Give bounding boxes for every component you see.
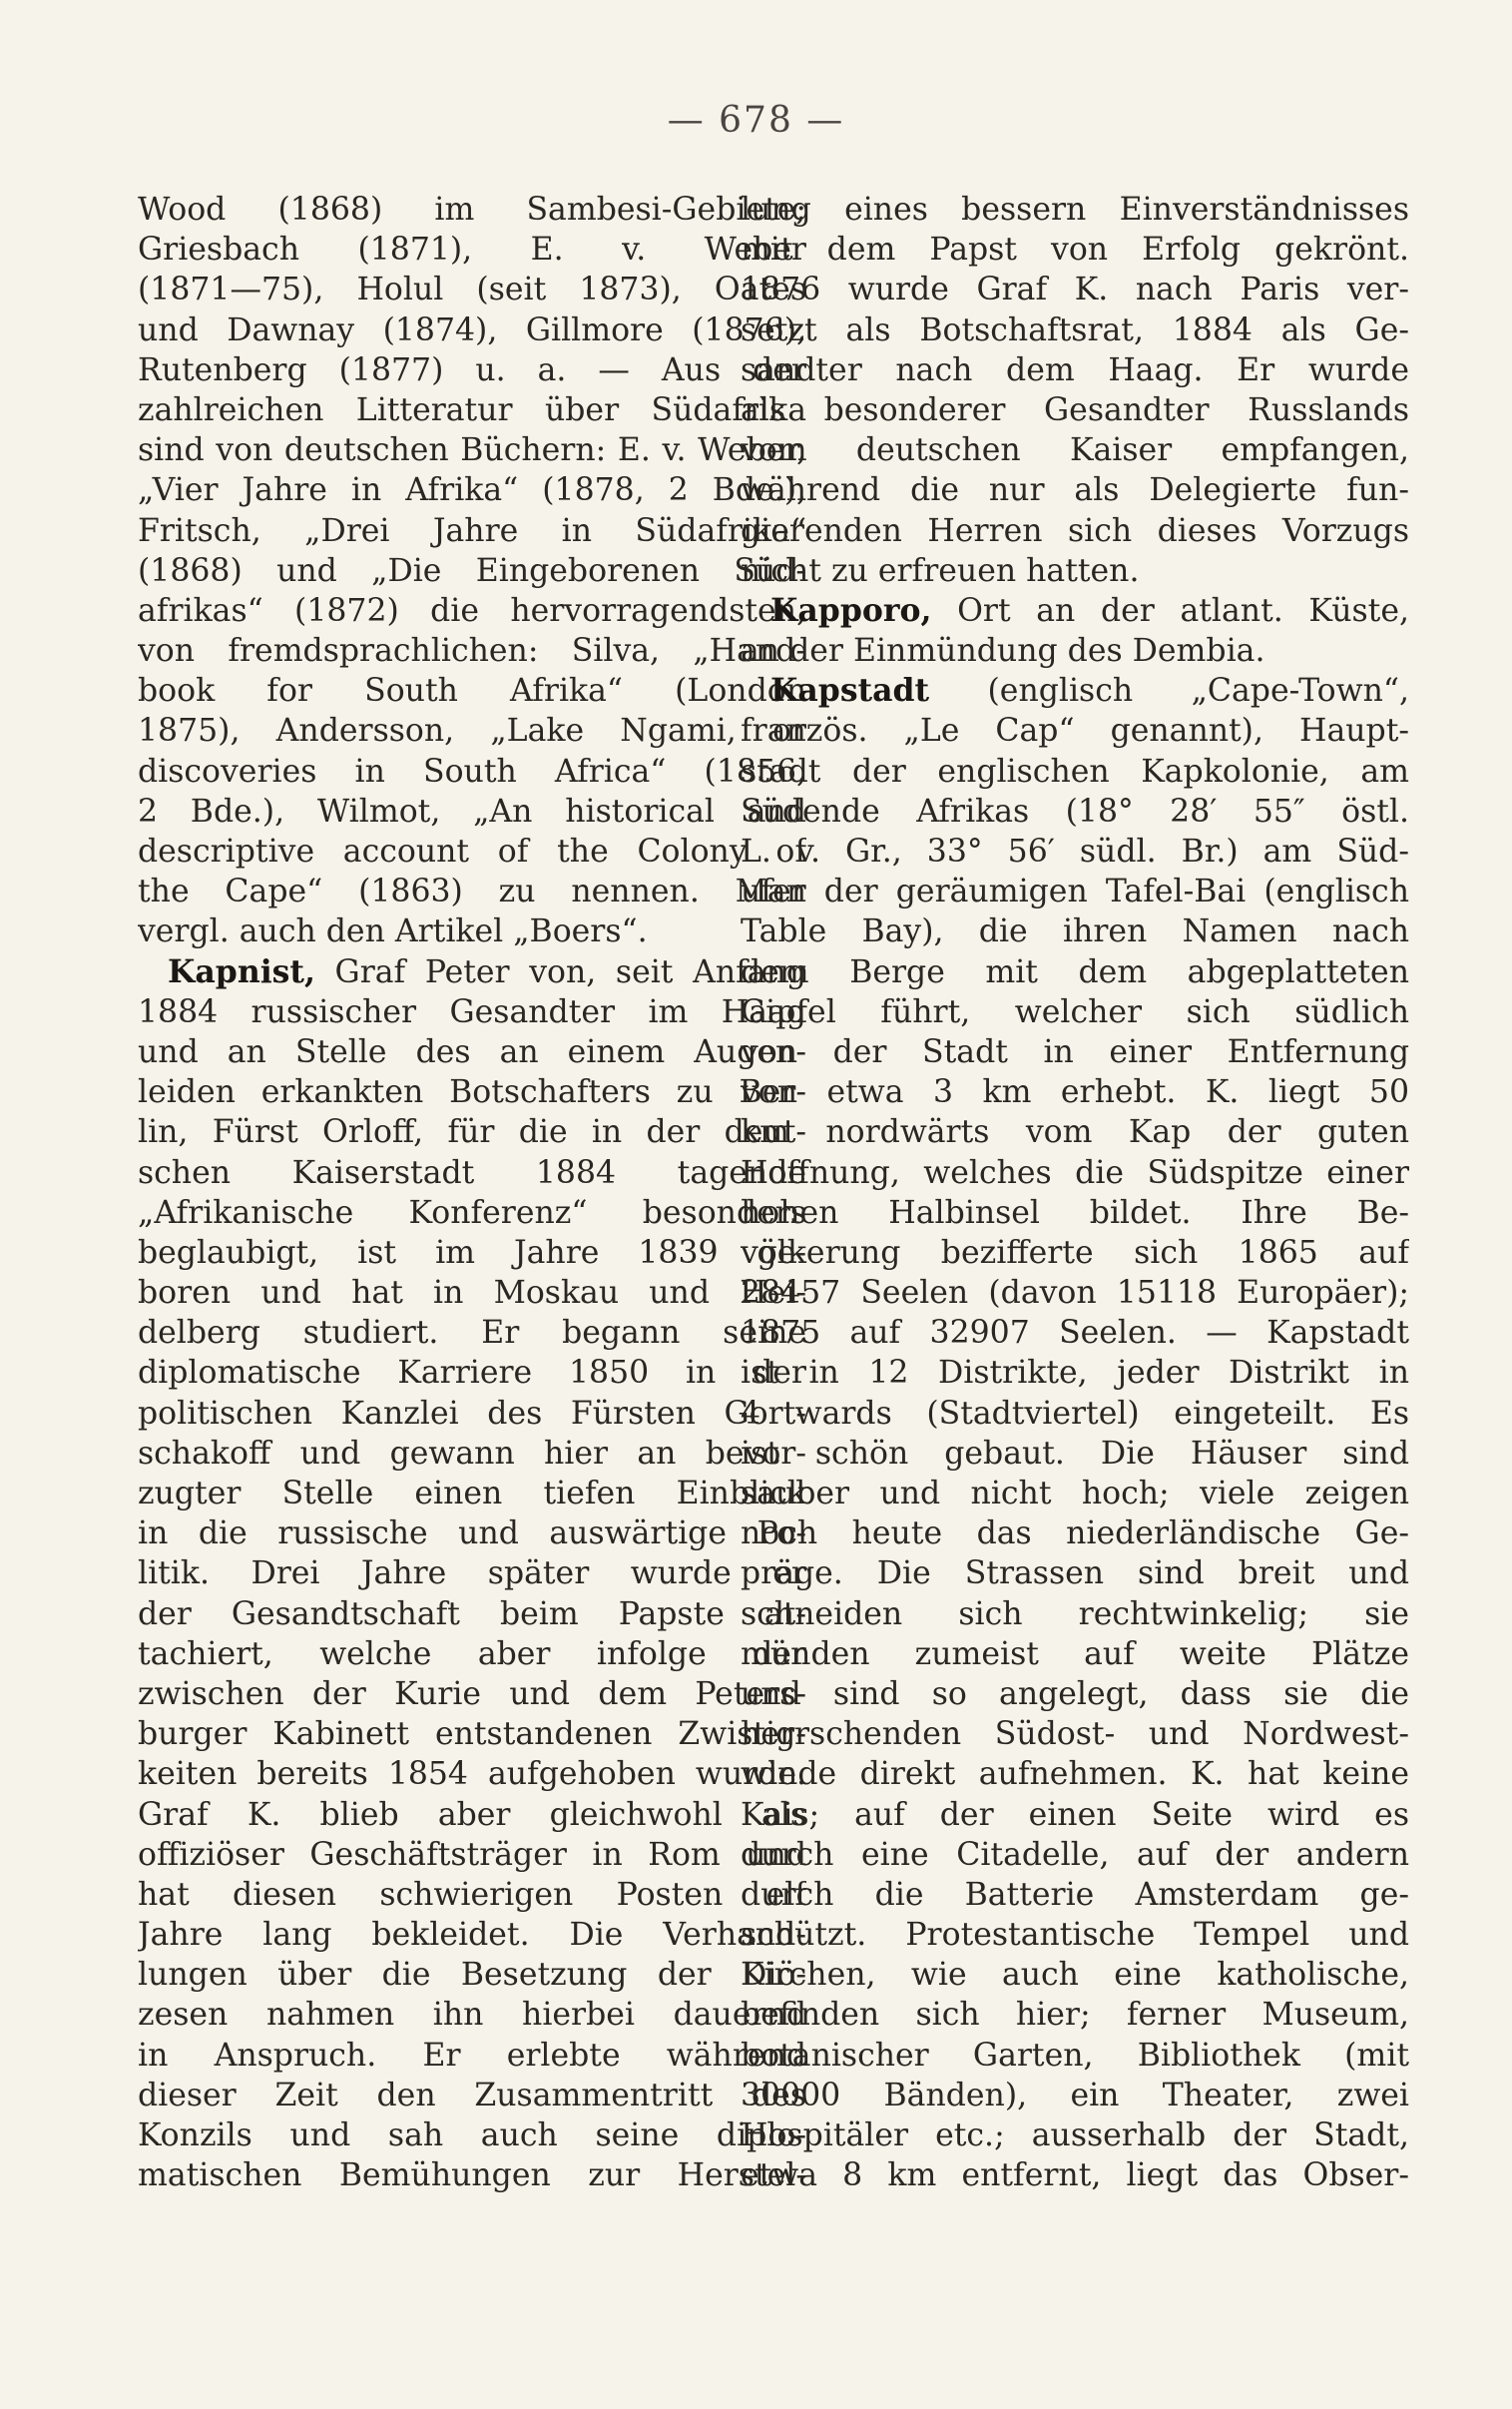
- line-text: von fremdsprachlichen: Silva, „Hand-: [138, 633, 806, 670]
- text-line: [741, 1835, 1409, 1875]
- line-text: etwa 8 km entfernt, liegt das Obser-: [741, 2157, 1409, 2194]
- line-text: schneiden sich rechtwinkelig; sie: [741, 1595, 1409, 1632]
- text-line: [741, 2076, 1409, 2115]
- text-line: [138, 390, 806, 430]
- text-line: [138, 1875, 806, 1915]
- line-text: keiten bereits 1854 aufgehoben wurde.: [138, 1756, 806, 1793]
- text-line: [138, 2036, 806, 2076]
- line-text: an der Einmündung des Dembia.: [741, 633, 1265, 670]
- text-line: [138, 711, 806, 751]
- text-line: [138, 911, 806, 951]
- text-line: [138, 1233, 806, 1273]
- line-text: lungen über die Besetzung der Diö-: [138, 1957, 806, 1994]
- text-line: [741, 792, 1409, 832]
- line-text: tachiert, welche aber infolge der: [138, 1635, 806, 1672]
- text-line: [741, 2036, 1409, 2076]
- text-line: [741, 1915, 1409, 1955]
- text-line: [741, 1795, 1409, 1835]
- line-text: und sind so angelegt, dass sie die: [741, 1675, 1409, 1712]
- right-text-column: [741, 190, 1409, 2195]
- text-line: [138, 1394, 806, 1434]
- line-text: und Dawnay (1874), Gillmore (1876),: [138, 311, 806, 348]
- line-text: 1884 russischer Gesandter im Haag: [138, 993, 806, 1030]
- line-text: boren und hat in Moskau und Hei-: [138, 1275, 806, 1312]
- line-text: befinden sich hier; ferner Museum,: [741, 1997, 1409, 2034]
- text-line: [741, 230, 1409, 270]
- line-text: in Anspruch. Er erlebte während: [138, 2037, 806, 2074]
- text-line: [741, 1513, 1409, 1553]
- text-line: [741, 711, 1409, 751]
- line-text: sandter nach dem Haag. Er wurde: [741, 351, 1409, 388]
- text-line: [741, 872, 1409, 911]
- line-text: von der Stadt in einer Entfernung: [741, 1033, 1409, 1070]
- text-line: [138, 1995, 806, 2035]
- line-text: Kais; auf der einen Seite wird es: [741, 1796, 1409, 1833]
- line-text: Table Bay), die ihren Namen nach: [741, 913, 1409, 950]
- text-line: [741, 1313, 1409, 1353]
- line-text: discoveries in South Africa“ (1856,: [138, 753, 806, 790]
- text-line: [741, 952, 1409, 992]
- line-text: Ort an der atlant. Küste,: [931, 592, 1409, 629]
- text-line: [741, 1193, 1409, 1233]
- text-line: [138, 1313, 806, 1353]
- left-text-column: [138, 190, 806, 2195]
- line-text: stadt der englischen Kapkolonie, am: [741, 753, 1409, 790]
- text-line: [138, 1434, 806, 1474]
- text-line: [138, 1955, 806, 1995]
- line-text: lung eines bessern Einverständnisses: [741, 192, 1409, 228]
- text-line: [138, 1072, 806, 1112]
- line-text: afrikas“ (1872) die hervorragendsten,: [138, 592, 806, 629]
- text-line: [138, 952, 806, 992]
- line-text: Rutenberg (1877) u. a. — Aus der: [138, 351, 806, 388]
- text-line: [741, 1995, 1409, 2035]
- line-text: delberg studiert. Er begann seine: [138, 1315, 806, 1352]
- line-text: 4 wards (Stadtviertel) eingeteilt. Es: [741, 1395, 1409, 1432]
- text-line: [741, 1112, 1409, 1152]
- text-line: [138, 270, 806, 309]
- text-line: [741, 1474, 1409, 1513]
- line-text: zwischen der Kurie und dem Peters-: [138, 1675, 806, 1712]
- line-text: herrschenden Südost- und Nordwest-: [741, 1716, 1409, 1753]
- text-line: [138, 2115, 806, 2155]
- line-text: lin, Fürst Orloff, für die in der deut-: [138, 1114, 806, 1151]
- text-line: [741, 1072, 1409, 1112]
- text-line: [741, 1353, 1409, 1393]
- line-text: der Gesandtschaft beim Papste at-: [138, 1595, 806, 1632]
- line-text: Gipfel führt, welcher sich südlich: [741, 993, 1409, 1030]
- line-text: sind von deutschen Büchern: E. v. Weber,: [138, 432, 806, 469]
- line-text: dem Berge mit dem abgeplatteten: [741, 953, 1409, 990]
- line-text: the Cape“ (1863) zu nennen. Man: [138, 874, 806, 910]
- text-line: [741, 1553, 1409, 1593]
- text-line: [741, 911, 1409, 951]
- entry-headword: Kapstadt: [770, 672, 930, 710]
- line-text: ist in 12 Distrikte, jeder Distrikt in: [741, 1355, 1409, 1392]
- text-line: [741, 631, 1409, 671]
- text-line: [138, 1112, 806, 1152]
- line-text: Fritsch, „Drei Jahre in Südafrika“: [138, 512, 806, 549]
- text-line: [741, 1754, 1409, 1794]
- text-line: [741, 832, 1409, 872]
- entry-headword: Kapporo,: [770, 591, 932, 629]
- line-text: 1876 wurde Graf K. nach Paris ver-: [741, 272, 1409, 308]
- text-line: [138, 430, 806, 470]
- text-line: [138, 792, 806, 832]
- line-text: schakoff und gewann hier an bevor-: [138, 1435, 806, 1472]
- text-line: [138, 832, 806, 872]
- text-line: [138, 631, 806, 671]
- text-line: [741, 1434, 1409, 1474]
- line-text: Südende Afrikas (18° 28′ 55″ östl.: [741, 793, 1409, 830]
- text-line: [138, 1353, 806, 1393]
- text-line: [138, 1273, 806, 1313]
- text-line: [138, 230, 806, 270]
- line-text: vom deutschen Kaiser empfangen,: [741, 432, 1409, 469]
- text-line: [741, 992, 1409, 1032]
- line-text: schützt. Protestantische Tempel und: [741, 1917, 1409, 1954]
- text-line: [138, 350, 806, 390]
- text-line: [138, 1553, 806, 1593]
- line-text: dieser Zeit den Zusammentritt des: [138, 2077, 806, 2113]
- text-line: [741, 671, 1409, 711]
- text-line: [138, 591, 806, 631]
- line-text: hohen Halbinsel bildet. Ihre Be-: [741, 1194, 1409, 1231]
- line-text: noch heute das niederländische Ge-: [741, 1515, 1409, 1552]
- line-text: münden zumeist auf weite Plätze: [741, 1635, 1409, 1672]
- text-line: [741, 470, 1409, 510]
- line-text: 28457 Seelen (davon 15118 Europäer);: [741, 1275, 1409, 1312]
- text-line: [138, 1032, 806, 1072]
- line-text: diplomatische Karriere 1850 in der: [138, 1355, 806, 1392]
- text-line: [741, 1634, 1409, 1674]
- line-text: litik. Drei Jahre später wurde er: [138, 1555, 806, 1592]
- line-text: nicht zu erfreuen hatten.: [741, 552, 1140, 589]
- text-line: [741, 2115, 1409, 2155]
- line-text: völkerung bezifferte sich 1865 auf: [741, 1234, 1409, 1271]
- text-line: [741, 430, 1409, 470]
- line-text: offiziöser Geschäftsträger in Rom und: [138, 1836, 806, 1873]
- text-line: [138, 1594, 806, 1634]
- text-line: [741, 1714, 1409, 1754]
- line-text: Griesbach (1871), E. v. Weber: [138, 232, 806, 269]
- line-text: Graf Peter von, seit Anfang: [314, 953, 806, 990]
- text-line: [741, 511, 1409, 551]
- page-number: — 678 —: [667, 100, 845, 141]
- text-line: [741, 1153, 1409, 1193]
- line-text: km nordwärts vom Kap der guten: [741, 1114, 1409, 1151]
- line-text: hat diesen schwierigen Posten elf: [138, 1876, 806, 1913]
- line-text: (englisch „Cape-Town“,: [929, 673, 1409, 710]
- text-line: [138, 190, 806, 230]
- line-text: Konzils und sah auch seine diplo-: [138, 2117, 806, 2153]
- text-line: [138, 752, 806, 792]
- text-line: [138, 1153, 806, 1193]
- text-line: [741, 591, 1409, 631]
- text-line: [741, 1032, 1409, 1072]
- text-line: [138, 551, 806, 591]
- line-text: winde direkt aufnehmen. K. hat keine: [741, 1756, 1409, 1793]
- text-line: [138, 1513, 806, 1553]
- line-text: präge. Die Strassen sind breit und: [741, 1555, 1409, 1592]
- line-text: beglaubigt, ist im Jahre 1839 ge-: [138, 1234, 806, 1271]
- line-text: ufer der geräumigen Tafel-Bai (englisch: [741, 874, 1409, 910]
- line-text: zesen nahmen ihn hierbei dauernd: [138, 1997, 806, 2034]
- text-line: [138, 2076, 806, 2115]
- line-text: Wood (1868) im Sambesi-Gebiete;: [138, 192, 806, 228]
- line-text: Hospitäler etc.; ausserhalb der Stadt,: [741, 2117, 1409, 2153]
- text-line: [138, 1795, 806, 1835]
- line-text: 2 Bde.), Wilmot, „An historical and: [138, 793, 806, 830]
- line-text: descriptive account of the Colony of: [138, 834, 806, 870]
- text-line: [741, 190, 1409, 230]
- text-line: [138, 671, 806, 711]
- line-text: während die nur als Delegierte fun-: [741, 472, 1409, 509]
- text-line: [741, 752, 1409, 792]
- line-text: matischen Bemühungen zur Herstel-: [138, 2157, 806, 2194]
- line-text: ist schön gebaut. Die Häuser sind: [741, 1435, 1409, 1472]
- text-line: [138, 1835, 806, 1875]
- line-text: durch die Batterie Amsterdam ge-: [741, 1876, 1409, 1913]
- line-text: schen Kaiserstadt 1884 tagende: [138, 1154, 806, 1191]
- text-line: [741, 1594, 1409, 1634]
- text-line: [138, 470, 806, 510]
- text-line: [741, 1233, 1409, 1273]
- line-text: Graf K. blieb aber gleichwohl als: [138, 1796, 806, 1833]
- line-text: zahlreichen Litteratur über Südafrika: [138, 391, 806, 428]
- line-text: vergl. auch den Artikel „Boers“.: [138, 913, 648, 950]
- line-text: französ. „Le Cap“ genannt), Haupt-: [741, 713, 1409, 750]
- text-line: [138, 1674, 806, 1714]
- line-text: Hoffnung, welches die Südspitze einer: [741, 1154, 1409, 1191]
- line-text: und an Stelle des an einem Augen-: [138, 1033, 806, 1070]
- text-line: [138, 872, 806, 911]
- text-line: [138, 1634, 806, 1674]
- line-text: Kirchen, wie auch eine katholische,: [741, 1957, 1409, 1994]
- text-line: [741, 1955, 1409, 1995]
- line-text: „Vier Jahre in Afrika“ (1878, 2 Bde.),: [138, 472, 806, 509]
- line-text: 30000 Bänden), ein Theater, zwei: [741, 2077, 1409, 2113]
- text-line: [741, 1875, 1409, 1915]
- text-line: [138, 2155, 806, 2195]
- text-line: [741, 2155, 1409, 2195]
- text-line: [741, 270, 1409, 309]
- line-text: setzt als Botschaftsrat, 1884 als Ge-: [741, 311, 1409, 348]
- text-line: [138, 1754, 806, 1794]
- line-text: durch eine Citadelle, auf der andern: [741, 1836, 1409, 1873]
- text-line: [138, 1193, 806, 1233]
- text-line: [741, 551, 1409, 591]
- text-line: [138, 992, 806, 1032]
- line-text: 1875), Andersson, „Lake Ngami, or: [138, 713, 806, 750]
- text-line: [138, 1714, 806, 1754]
- line-text: botanischer Garten, Bibliothek (mit: [741, 2037, 1409, 2074]
- text-line: [138, 511, 806, 551]
- line-text: (1871—75), Holul (seit 1873), Oates: [138, 272, 806, 308]
- entry-headword: Kapnist,: [168, 952, 315, 990]
- text-line: [138, 1915, 806, 1955]
- line-text: von etwa 3 km erhebt. K. liegt 50: [741, 1074, 1409, 1111]
- line-text: als besonderer Gesandter Russlands: [741, 391, 1409, 428]
- text-line: [741, 1273, 1409, 1313]
- text-line: [138, 310, 806, 350]
- text-line: [741, 1674, 1409, 1714]
- line-text: book for South Afrika“ (London: [138, 673, 806, 710]
- line-text: in die russische und auswärtige Po-: [138, 1515, 806, 1552]
- text-line: [741, 350, 1409, 390]
- line-text: „Afrikanische Konferenz“ besonders: [138, 1194, 806, 1231]
- text-line: [741, 1394, 1409, 1434]
- line-text: sauber und nicht hoch; viele zeigen: [741, 1476, 1409, 1511]
- line-text: (1868) und „Die Eingeborenen Süd-: [138, 552, 806, 589]
- line-text: leiden erkankten Botschafters zu Ber-: [138, 1074, 806, 1111]
- line-text: 1875 auf 32907 Seelen. — Kapstadt: [741, 1315, 1409, 1352]
- line-text: zugter Stelle einen tiefen Einblick: [138, 1476, 806, 1511]
- line-text: gierenden Herren sich dieses Vorzugs: [741, 512, 1409, 549]
- line-text: politischen Kanzlei des Fürsten Gort-: [138, 1395, 806, 1432]
- line-text: mit dem Papst von Erfolg gekrönt.: [741, 232, 1409, 269]
- text-line: [741, 310, 1409, 350]
- text-line: [138, 1474, 806, 1513]
- line-text: burger Kabinett entstandenen Zwistig-: [138, 1716, 806, 1753]
- line-text: Jahre lang bekleidet. Die Verhand-: [138, 1917, 806, 1954]
- text-line: [741, 390, 1409, 430]
- line-text: L. v. Gr., 33° 56′ südl. Br.) am Süd-: [741, 834, 1409, 870]
